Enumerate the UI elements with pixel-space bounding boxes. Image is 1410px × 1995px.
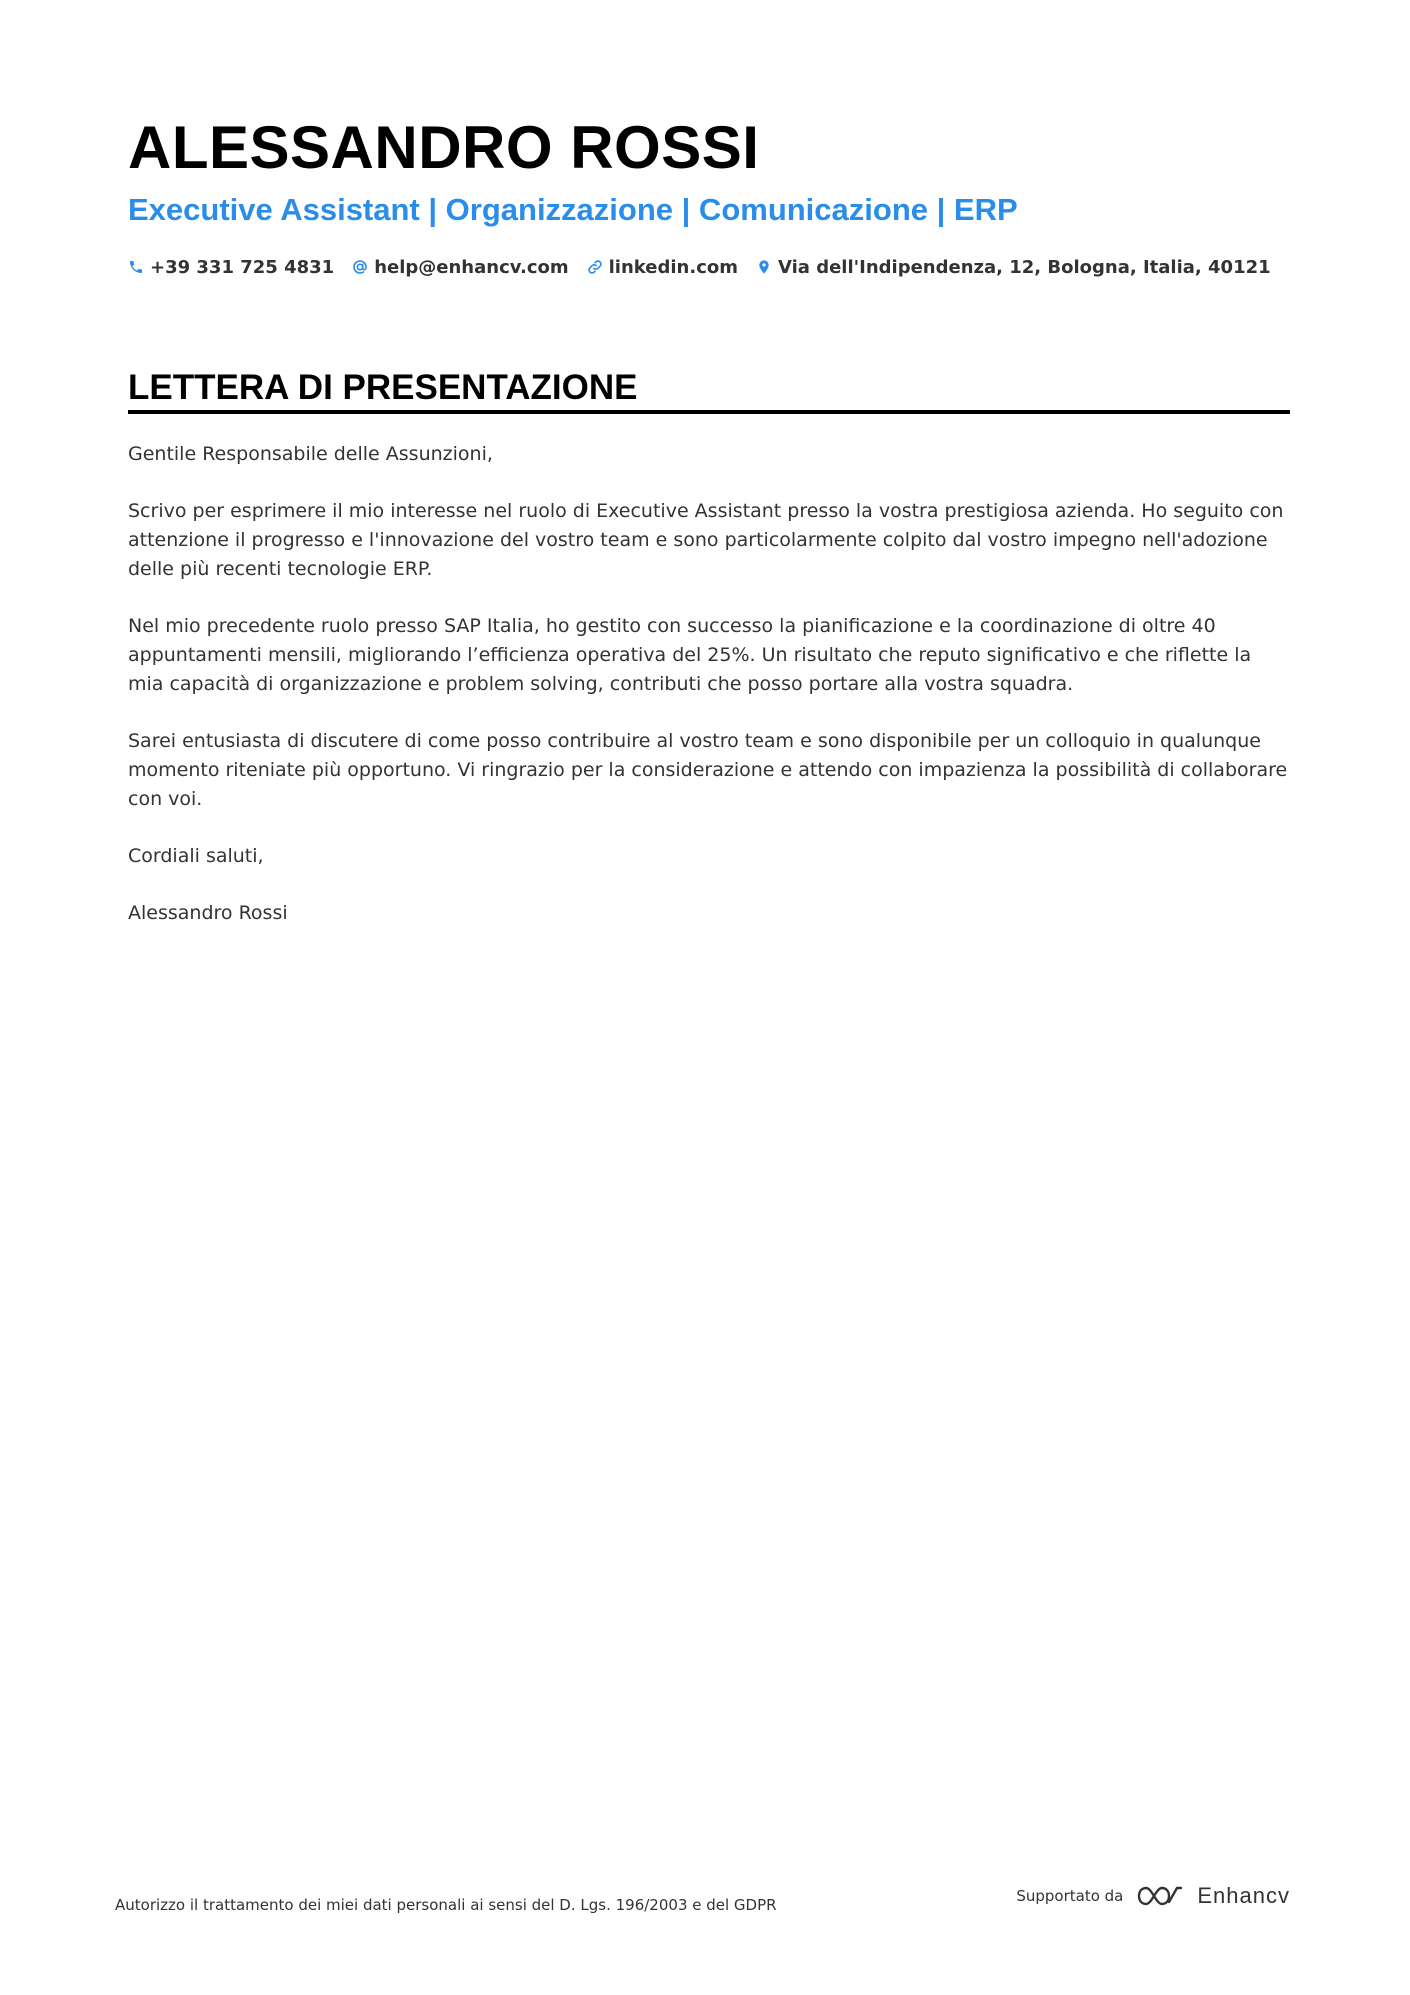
phone-text: +39 331 725 4831: [150, 256, 335, 278]
brand-footer[interactable]: [1016, 1882, 1290, 1910]
contact-bar: [128, 252, 1289, 282]
section-divider: [128, 410, 1290, 414]
privacy-consent-note: Autorizzo il trattamento dei miei dati personali ai sensi del D. Lgs. 196/2003 e del GDPR: [115, 1896, 777, 1914]
linkedin-text: linkedin.com: [608, 256, 738, 278]
link-icon: [587, 259, 603, 275]
candidate-name: ALESSANDRO ROSSI: [128, 114, 760, 181]
location-pin-icon: [756, 259, 772, 275]
letter-paragraph: Nel mio precedente ruolo presso SAP Italia, ho gestito con successo la pianificazione e la coordinazione di oltre 40 appuntamenti mensili, migliorando l’efficienza operativa del 25%. Un risultato che reputo significativo e che riflette la mia capacità di organizzazione e problem solving, contributi che posso portare alla vostra squadra.: [128, 615, 1252, 695]
supported-by-label: Supportato da: [1016, 1887, 1124, 1905]
letter-signature: Alessandro Rossi: [128, 902, 288, 924]
address-text: Via dell'Indipendenza, 12, Bologna, Italia, 40121: [778, 256, 1271, 278]
letter-greeting: Gentile Responsabile delle Assunzioni,: [128, 443, 493, 465]
email-text: help@enhancv.com: [374, 256, 569, 278]
contact-address: [756, 257, 1271, 278]
enhancv-logo-icon: [1135, 1882, 1185, 1910]
contact-phone[interactable]: [128, 257, 334, 278]
letter-paragraph: Scrivo per esprimere il mio interesse nel ruolo di Executive Assistant presso la vostra prestigiosa azienda. Ho seguito con attenzione il progresso e l'innovazione del vostro team e sono particolarmente colpito dal vostro impegno nell'adozione delle più recenti tecnologie ERP.: [128, 500, 1284, 580]
at-icon: [352, 259, 368, 275]
phone-icon: [128, 259, 144, 275]
contact-email[interactable]: [352, 257, 568, 278]
contact-linkedin[interactable]: [587, 257, 738, 278]
letter-body: [128, 440, 1290, 956]
letter-closing: Cordiali saluti,: [128, 845, 264, 867]
letter-paragraph: Sarei entusiasta di discutere di come posso contribuire al vostro team e sono disponibile per un colloquio in qualunque momento riteniate più opportuno. Vi ringrazio per la considerazione e attendo con impazienza la possibilità di collaborare con voi.: [128, 730, 1288, 810]
brand-name: Enhancv: [1197, 1883, 1290, 1908]
candidate-headline: Executive Assistant | Organizzazione | Comunicazione | ERP: [128, 192, 1018, 227]
section-title: LETTERA DI PRESENTAZIONE: [128, 368, 638, 407]
